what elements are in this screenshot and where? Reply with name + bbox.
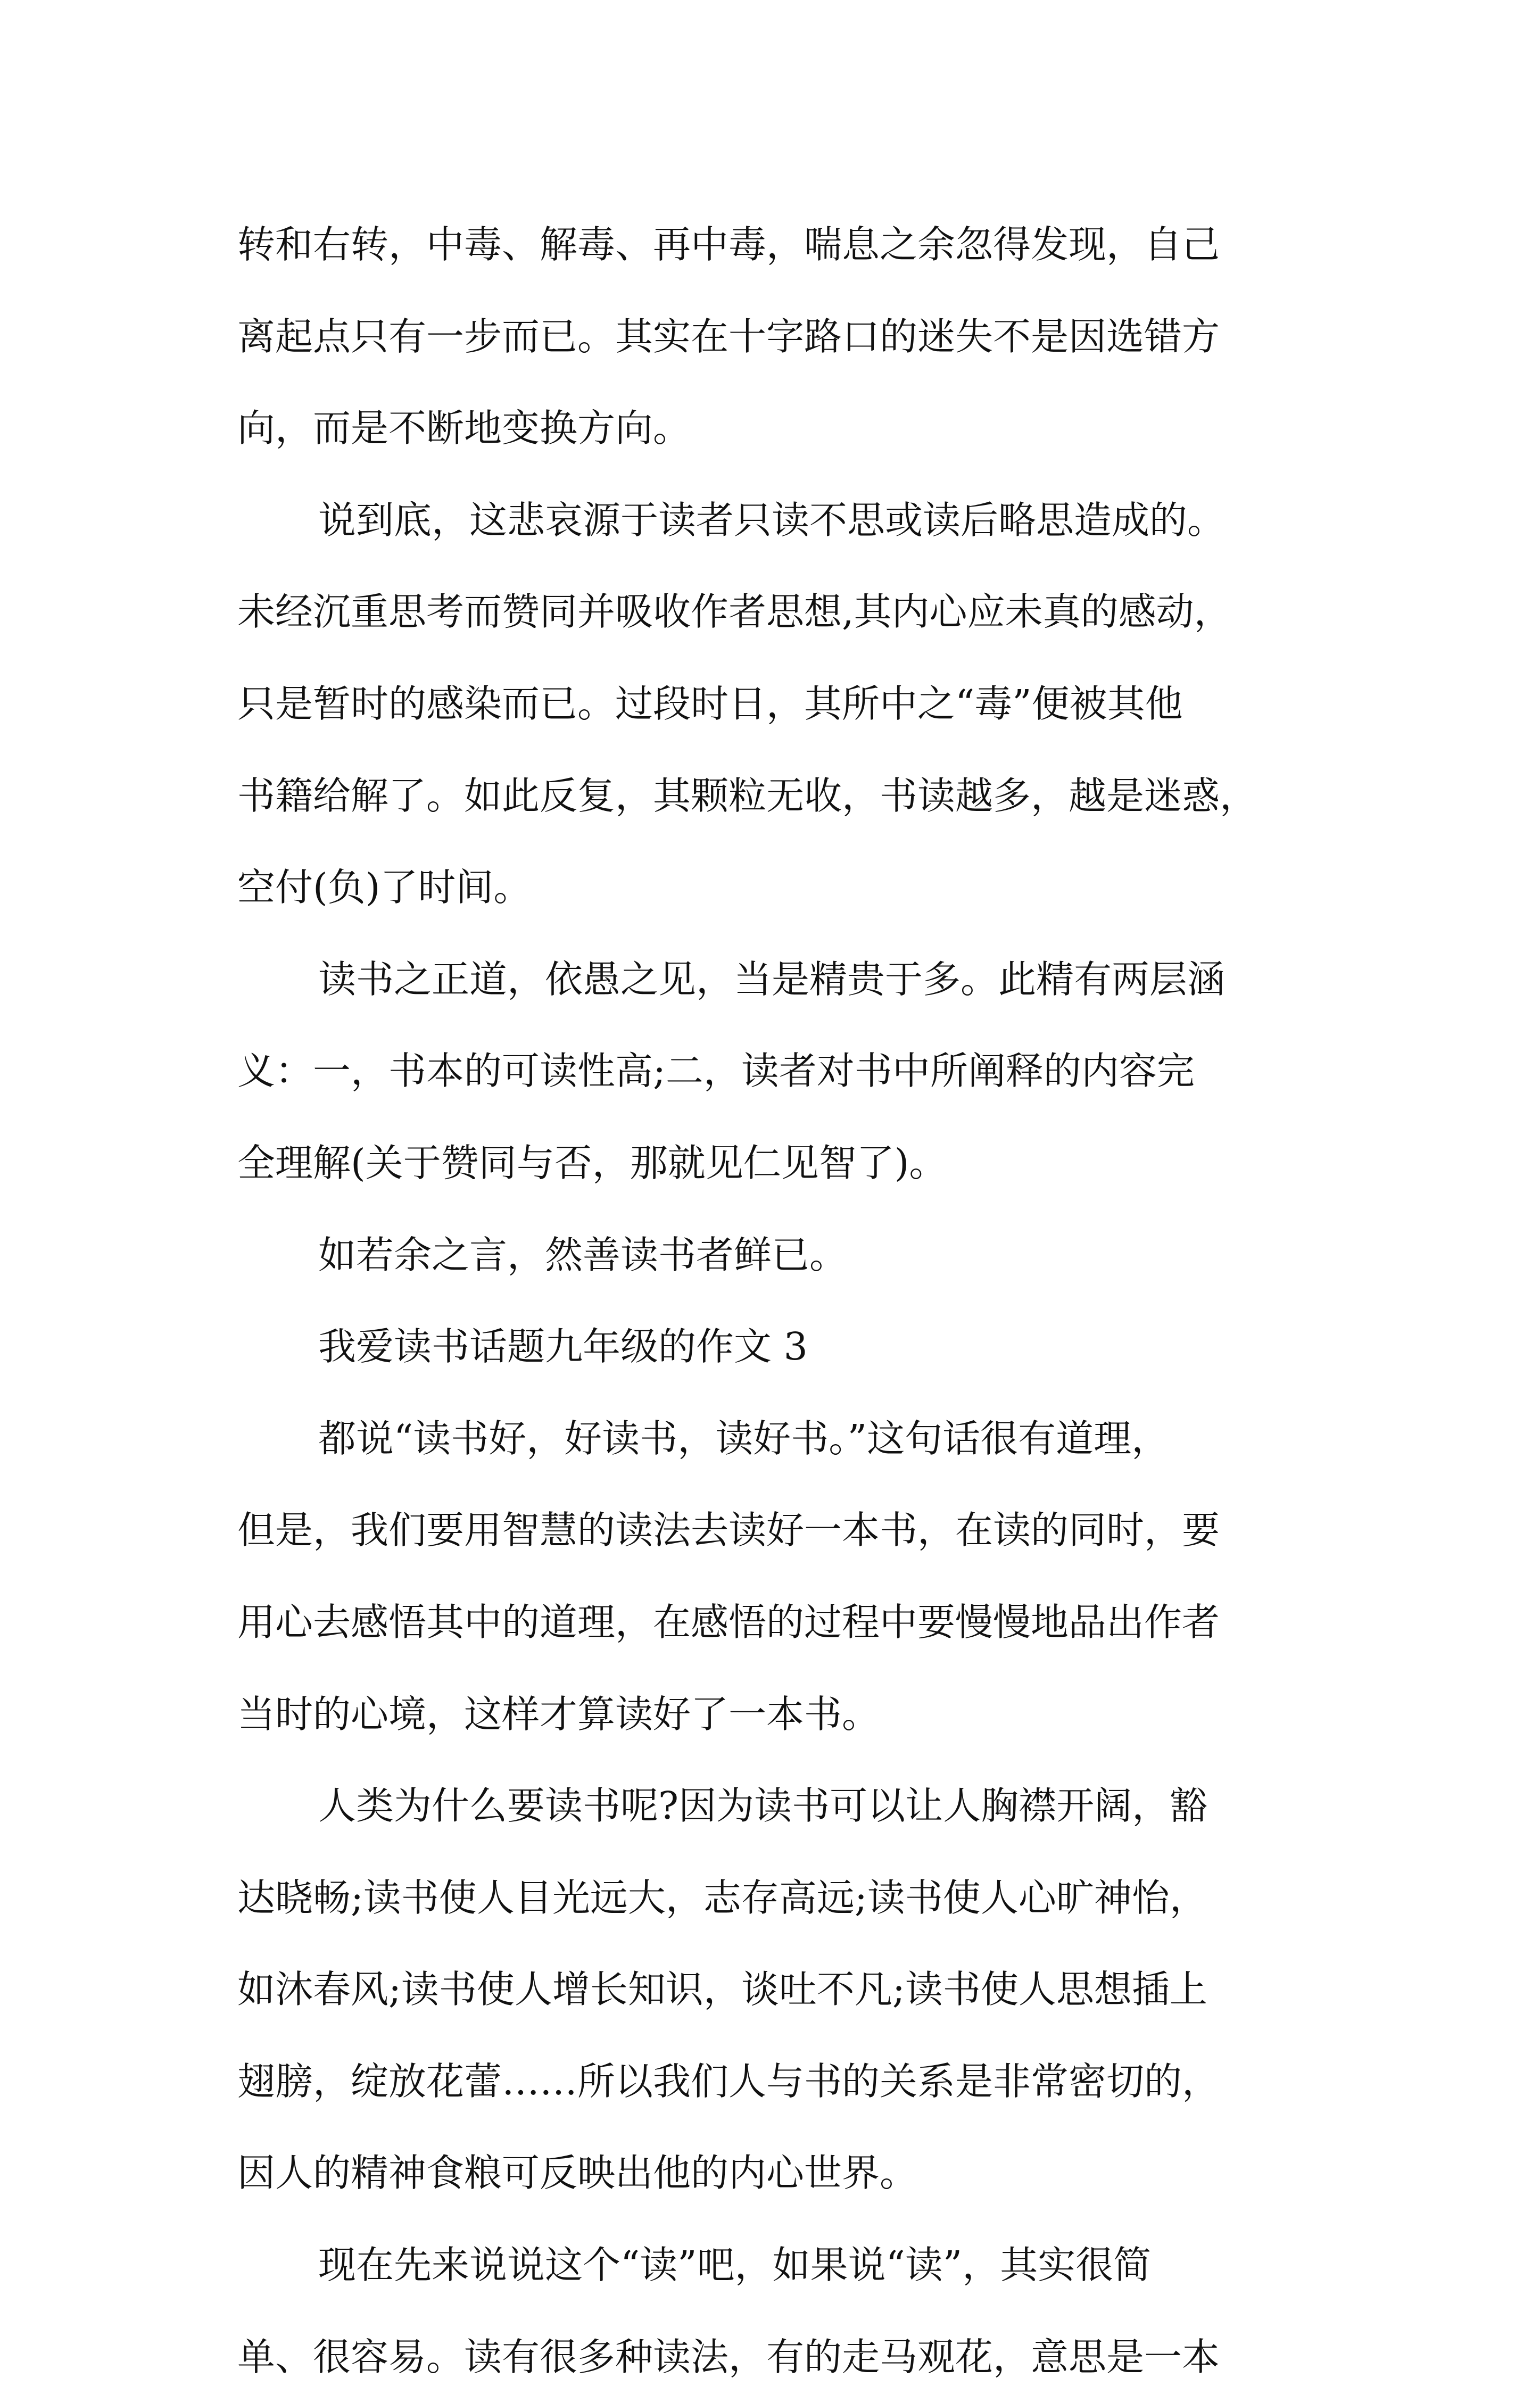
text-line: 书籍给解了。如此反复，其颗粒无收，书读越多，越是迷惑， [237, 773, 1258, 818]
text-line: 义：一，书本的可读性高;二，读者对书中所阐释的内容完 [237, 1049, 1195, 1093]
paragraph-start-line: 说到底，这悲哀源于读者只读不思或读后略思造成的。 [318, 498, 1226, 542]
text-line: 未经沉重思考而赞同并吸收作者思想,其内心应未真的感动， [237, 590, 1232, 634]
text-line: 只是暂时的感染而已。过段时日，其所中之“毒”便被其他 [237, 681, 1183, 726]
text-line: 向，而是不断地变换方向。 [237, 406, 691, 451]
text-line: 单、很容易。读有很多种读法，有的走马观花，意思是一本 [237, 2334, 1220, 2379]
text-line: 但是，我们要用智慧的读法去读好一本书，在读的同时，要 [237, 1508, 1220, 1553]
text-line: 用心去感悟其中的道理，在感悟的过程中要慢慢地品出作者 [237, 1600, 1220, 1644]
paragraph-start-line: 都说“读书好，好读书，读好书。”这句话很有道理， [318, 1416, 1170, 1461]
text-line: 翅膀，绽放花蕾……所以我们人与书的关系是非常密切的， [237, 2059, 1220, 2103]
section-heading: 我爱读书话题九年级的作文 3 [318, 1324, 808, 1369]
text-line: 转和右转，中毒、解毒、再中毒，喘息之余忽得发现，自己 [237, 222, 1220, 267]
text-line: 离起点只有一步而已。其实在十字路口的迷失不是因选错方 [237, 314, 1220, 359]
text-line: 当时的心境，这样才算读好了一本书。 [237, 1692, 880, 1736]
paragraph-start-line: 现在先来说说这个“读”吧，如果说“读”，其实很简 [318, 2243, 1152, 2288]
text-line: 全理解(关于赞同与否，那就见仁见智了)。 [237, 1140, 947, 1185]
text-line: 空付(负)了时间。 [237, 865, 532, 910]
document-body [237, 199, 1323, 2403]
text-line: 因人的精神食粮可反映出他的内心世界。 [237, 2151, 918, 2195]
paragraph-start-line: 人类为什么要读书呢?因为读书可以让人胸襟开阔，豁 [318, 1784, 1208, 1828]
text-line: 达晓畅;读书使人目光远大，志存高远;读书使人心旷神怡， [237, 1875, 1207, 1920]
paragraph-start-line: 如若余之言，然善读书者鲜已。 [318, 1232, 848, 1277]
text-line: 如沐春风;读书使人增长知识，谈吐不凡;读书使人思想插上 [237, 1967, 1207, 2012]
paragraph-start-line: 读书之正道，依愚之见，当是精贵于多。此精有两层涵 [318, 957, 1226, 1001]
